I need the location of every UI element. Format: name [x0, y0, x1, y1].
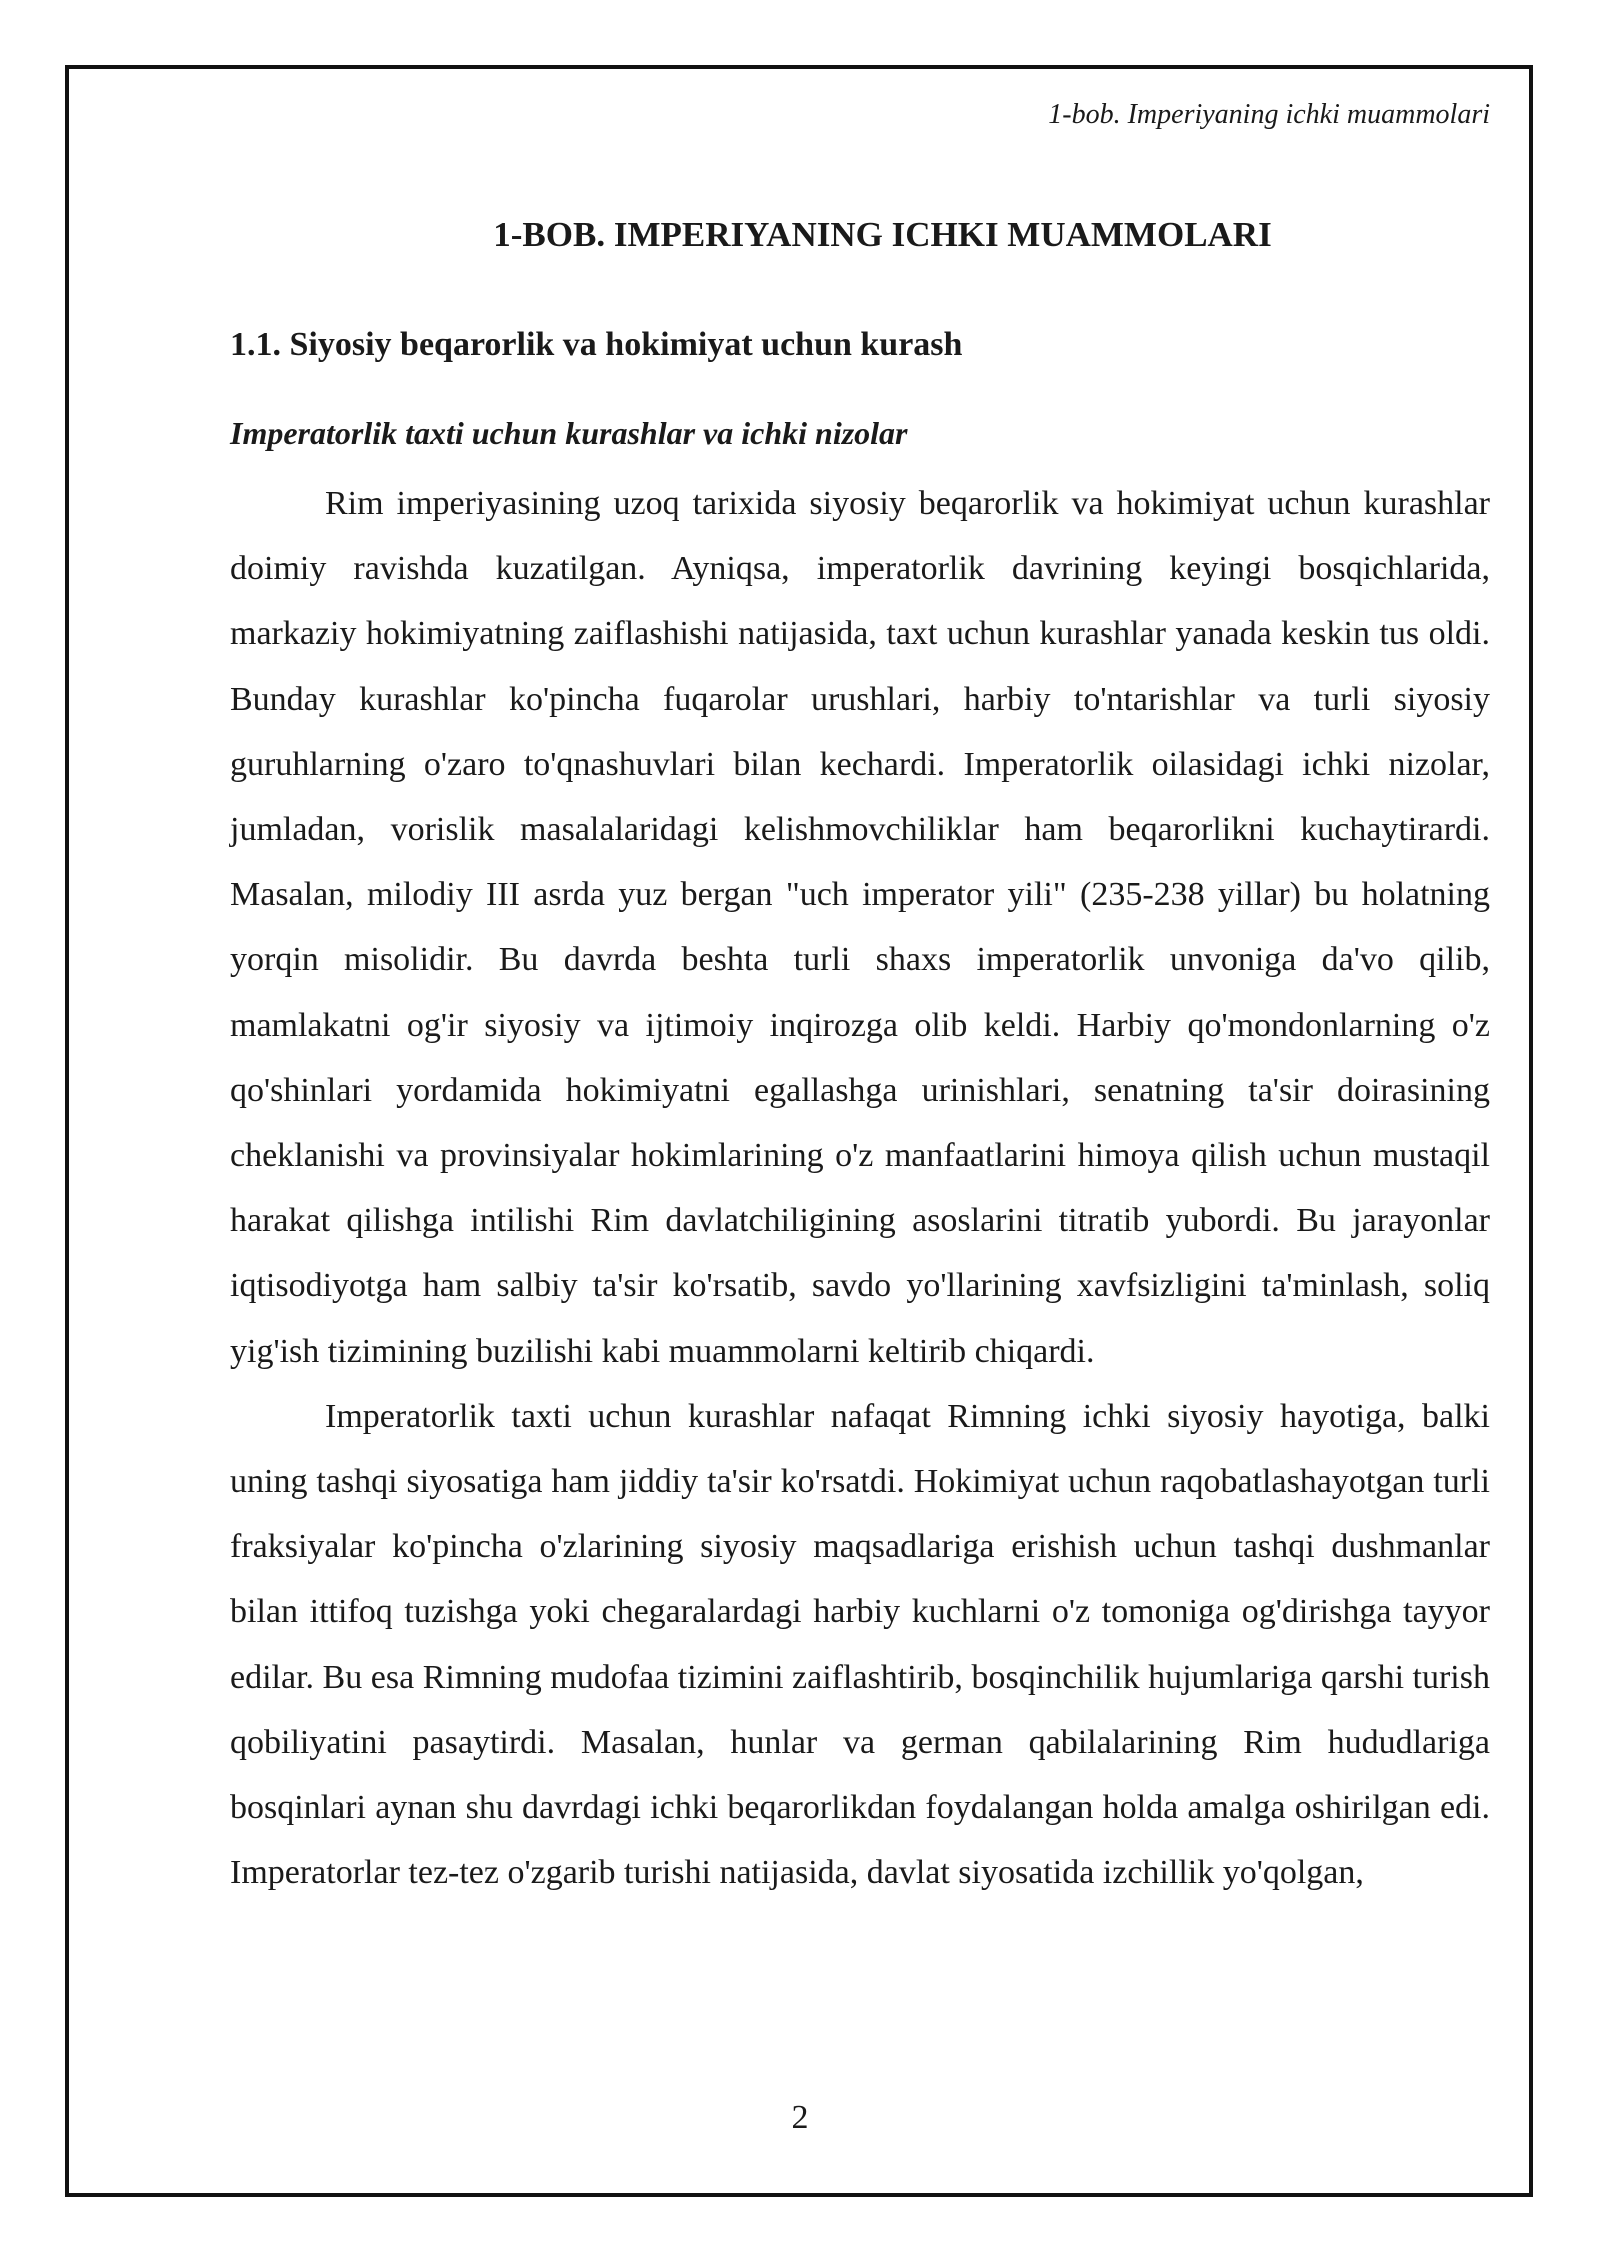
- body-paragraph: Imperatorlik taxti uchun kurashlar nafaqat Rimning ichki siyosiy hayotiga, balki uning tashqi siyosatiga ham jiddiy ta'sir ko'rsatdi. Hokimiyat uchun raqobatlashayotgan turli fraksiyalar ko'pincha o'zlarining siyosiy maqsadlariga erishish uchun tashqi dushmanlar bilan ittifoq tuzishga yoki chegaralardagi harbiy kuchlarni o'z tomoniga og'dirishga tayyor edilar. Bu esa Rimning mudofaa tizimini zaiflashtirib, bosqinchilik hujumlariga qarshi turish qobiliyatini pasaytirdi. Masalan, hunlar va german qabilalarining Rim hududlariga bosqinlari aynan shu davrdagi ichki beqarorlikdan foydalangan holda amalga oshirilgan edi. Imperatorlar tez-tez o'zgarib turishi natijasida, davlat siyosatida izchillik yo'qolgan,: [230, 1397, 1490, 1892]
- body-paragraph: Rim imperiyasining uzoq tarixida siyosiy beqarorlik va hokimiyat uchun kurashlar doimiy ravishda kuzatilgan. Ayniqsa, imperatorlik davrining keyingi bosqichlarida, markaziy hokimiyatning zaiflashishi natijasida, taxt uchun kurashlar yanada keskin tus oldi. Bunday kurashlar ko'pincha fuqarolar urushlari, harbiy to'ntarishlar va turli siyosiy guruhlarning o'zaro to'qnashuvlari bilan kechardi. Imperatorlik oilasidagi ichki nizolar, jumladan, vorislik masalalaridagi kelishmovchiliklar ham beqarorlikni kuchaytirardi. Masalan, milodiy III asrda yuz bergan "uch imperator yili" (235-238 yillar) bu holatning yorqin misolidir. Bu davrda beshta turli shaxs imperatorlik unvoniga da'vo qilib, mamlakatni og'ir siyosiy va ijtimoiy inqirozga olib keldi. Harbiy qo'mondonlarning o'z qo'shinlari yordamida hokimiyatni egallashga urinishlari, senatning ta'sir doirasining cheklanishi va provinsiyalar hokimlarining o'z manfaatlarini himoya qilish uchun mustaqil harakat qilishga intilishi Rim davlatchiligining asoslarini titratib yubordi. Bu jarayonlar iqtisodiyotga ham salbiy ta'sir ko'rsatib, savdo yo'llarining xavfsizligini ta'minlash, soliq yig'ish tizimining buzilishi kabi muammolarni keltirib chiqardi.: [230, 485, 1490, 1370]
- subsection-title: Imperatorlik taxti uchun kurashlar va ichki nizolar: [230, 415, 908, 451]
- page-number: 2: [791, 2099, 809, 2136]
- page-content: [230, 205, 1490, 1905]
- chapter-title: 1-BOB. IMPERIYANING ICHKI MUAMMOLARI: [493, 215, 1272, 254]
- running-header: 1-bob. Imperiyaning ichki muammolari: [1048, 99, 1490, 130]
- section-title: 1.1. Siyosiy beqarorlik va hokimiyat uchun kurash: [230, 326, 963, 363]
